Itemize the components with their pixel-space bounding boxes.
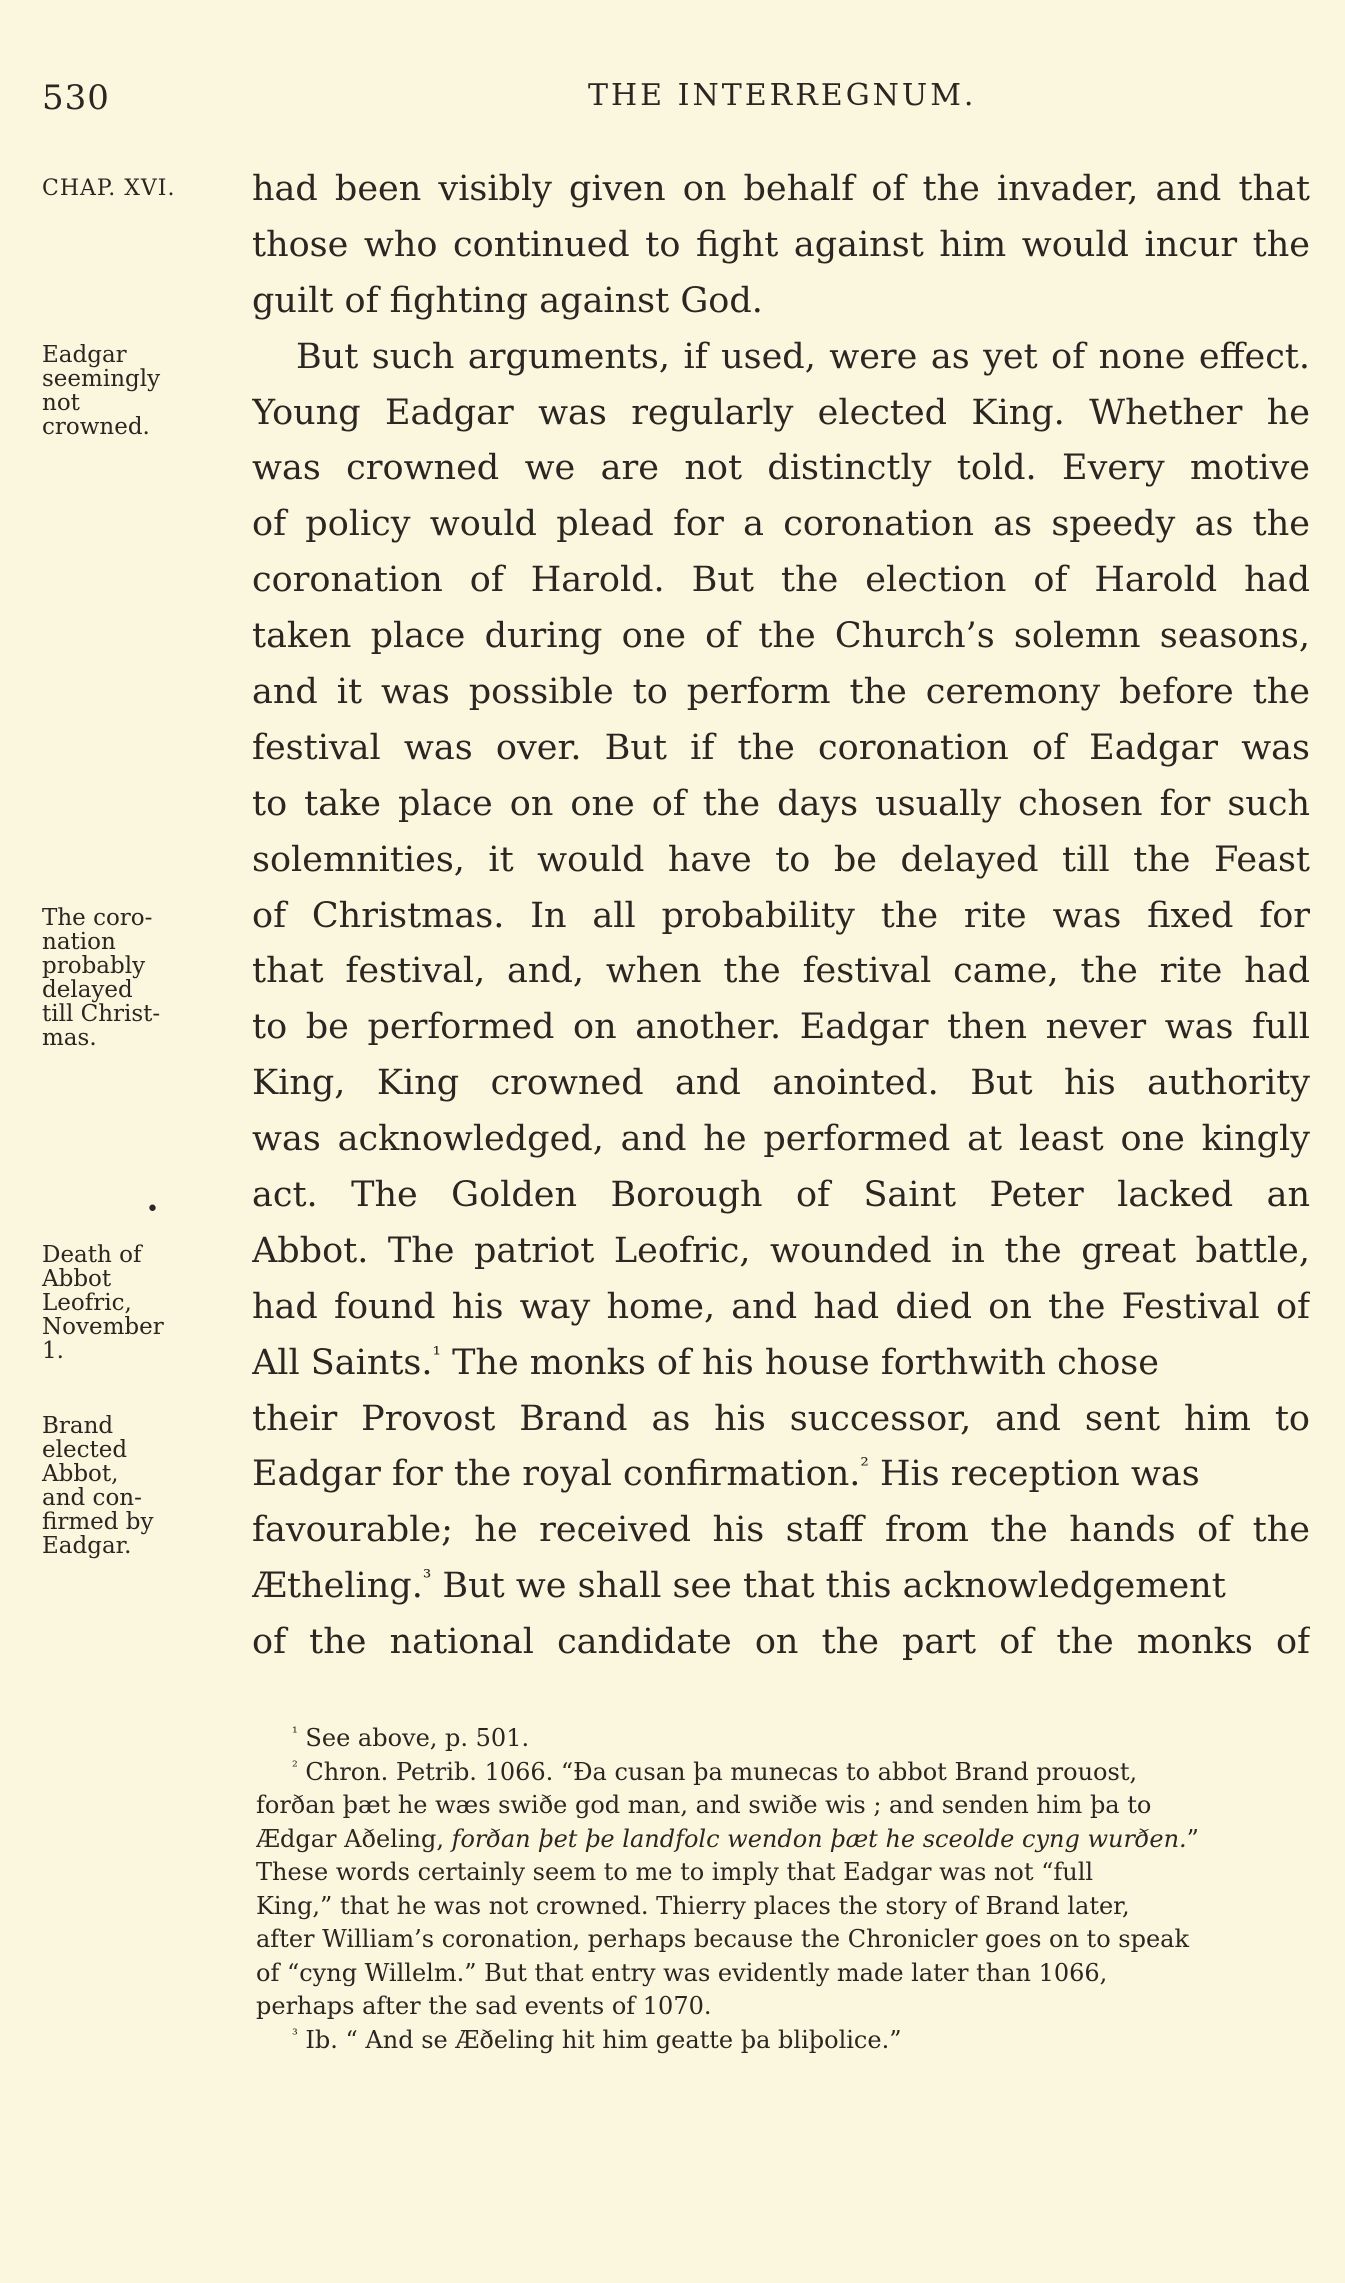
- page-number: 530: [42, 78, 110, 118]
- footnote-line: of “cyng Willelm.” But that entry was evidently made later than 1066,: [256, 1958, 1108, 1987]
- marginal-line: Leofric,: [42, 1290, 132, 1316]
- footnote-quote-italic: forðan þet þe landfolc wendon þæt he sceolde cyng wurðen.: [451, 1824, 1187, 1853]
- body-line: was crowned we are not distinctly told. Every motive: [252, 448, 1310, 489]
- footnote-line: King,” that he was not crowned. Thierry places the story of Brand later,: [256, 1891, 1130, 1920]
- body-line: solemnities, it would have to be delayed till the Feast: [252, 839, 1310, 880]
- marginal-line: firmed by: [42, 1509, 154, 1535]
- marginal-line: nation: [42, 929, 116, 955]
- body-line: those who continued to fight against him would incur the: [252, 224, 1310, 265]
- footnote-line: [256, 1823, 1316, 1857]
- body-line: had found his way home, and had died on the Festival of: [252, 1286, 1310, 1327]
- footnote-text: ”: [1186, 1824, 1199, 1853]
- footnote-ref-1: ¹: [432, 1342, 441, 1367]
- marginal-note: [42, 343, 227, 439]
- marginal-line: Abbot,: [42, 1461, 119, 1487]
- body-line: Young Eadgar was regularly elected King. Whether he: [252, 392, 1310, 433]
- body-line: guilt of fighting against God.: [252, 280, 763, 321]
- body-line: of policy would plead for a coronation as speedy as the: [252, 504, 1310, 545]
- footnote-3: [256, 2024, 1316, 2058]
- margin-mark: •: [146, 1197, 159, 1222]
- marginal-line: Brand: [42, 1413, 114, 1439]
- page-header: [0, 70, 1345, 130]
- footnote-text: Chron. Petrib. 1066. “Ða cusan þa munecas to abbot Brand prouost,: [305, 1757, 1138, 1786]
- body-text-run: The monks of his house forthwith chose: [440, 1342, 1159, 1383]
- body-line: coronation of Harold. But the election of Harold had: [252, 560, 1310, 601]
- footnote-mark: ²: [292, 1758, 298, 1775]
- marginal-line: elected: [42, 1437, 128, 1463]
- marginal-line: not: [42, 390, 80, 416]
- marginal-line: Abbot: [42, 1266, 112, 1292]
- marginal-note: [42, 906, 227, 1050]
- marginal-line: crowned.: [42, 414, 150, 440]
- body-line: favourable; he received his staff from the hands of the: [252, 1510, 1310, 1551]
- footnote-mark: ³: [292, 2026, 298, 2043]
- marginal-line: till Christ-: [42, 1001, 161, 1027]
- marginal-note: [42, 1243, 227, 1363]
- body-text-run: But we shall see that this acknowledgement: [431, 1566, 1226, 1607]
- body-line: had been visibly given on behalf of the invader, and that: [252, 169, 1310, 209]
- marginal-line: seemingly: [42, 366, 161, 392]
- marginal-note: [42, 1414, 227, 1558]
- footnote-text: See above, p. 501.: [305, 1724, 530, 1752]
- marginal-line: and con-: [42, 1485, 142, 1511]
- body-line: [252, 1336, 1310, 1392]
- footnote-line: after William’s coronation, perhaps because the Chronicler goes on to speak: [256, 1925, 1190, 1953]
- body-line: to be performed on another. Eadgar then never was full: [252, 1007, 1310, 1048]
- body-line: to take place on one of the days usually chosen for such: [252, 783, 1310, 824]
- footnote-2: [256, 1756, 1316, 1790]
- footnote-1: [256, 1722, 1316, 1756]
- body-line: [252, 1447, 1310, 1503]
- body-text-run: Ætheling.: [252, 1566, 423, 1607]
- footnote-line: These words certainly seem to me to imply that Eadgar was not “full: [256, 1858, 1094, 1886]
- marginal-line: Eadgar: [42, 342, 127, 368]
- body-text-run: All Saints.: [252, 1342, 433, 1383]
- marginal-line: 1.: [42, 1338, 64, 1364]
- marginal-line: The coro-: [42, 905, 153, 931]
- marginal-line: mas.: [42, 1025, 97, 1051]
- footnote-ref-3: ³: [422, 1565, 432, 1590]
- running-title: THE INTERREGNUM.: [588, 78, 977, 113]
- body-text-run: Eadgar for the royal confirmation.: [252, 1454, 861, 1495]
- body-line: and it was possible to perform the ceremony before the: [252, 672, 1310, 713]
- body-line: King, King crowned and anointed. But his authority: [252, 1063, 1310, 1104]
- chapter-label: CHAP. XVI.: [42, 176, 176, 201]
- footnote-line: perhaps after the sad events of 1070.: [256, 1992, 712, 2020]
- body-line: of the national candidate on the part of the monks of: [252, 1622, 1310, 1663]
- body-line: that festival, and, when the festival came, the rite had: [252, 951, 1310, 992]
- body-line: [252, 1559, 1310, 1615]
- body-line: act. The Golden Borough of Saint Peter lacked an: [252, 1175, 1310, 1216]
- footnote-line: forðan þæt he wæs swiðe god man, and swiðe wis ; and senden him þa to: [256, 1791, 1152, 1819]
- footnote-rule: [252, 1650, 1310, 1651]
- footnote-text: Ib. “ And se Æðeling hit him geatte þa bliþolice.”: [305, 2025, 902, 2054]
- marginal-line: Eadgar.: [42, 1533, 132, 1559]
- footnotes: [256, 1722, 1316, 2057]
- footnote-ref-2: ²: [860, 1453, 869, 1478]
- body-line: festival was over. But if the coronation of Eadgar was: [252, 727, 1310, 768]
- footnote-text: Ædgar Aðeling,: [256, 1824, 452, 1853]
- body-text-run: His reception was: [868, 1454, 1200, 1495]
- marginal-line: November: [42, 1314, 164, 1340]
- marginal-line: delayed: [42, 977, 133, 1003]
- body-line: was acknowledged, and he performed at least one kingly: [252, 1119, 1310, 1160]
- marginal-line: Death of: [42, 1242, 142, 1268]
- body-line: Abbot. The patriot Leofric, wounded in the great battle,: [252, 1230, 1310, 1271]
- marginal-line: probably: [42, 953, 146, 979]
- body-line: of Christmas. In all probability the rite was fixed for: [252, 895, 1310, 936]
- body-line: taken place during one of the Church’s solemn seasons,: [252, 616, 1310, 657]
- body-line: But such arguments, if used, were as yet of none effect.: [296, 336, 1310, 377]
- body-text: [252, 162, 1310, 1671]
- footnote-mark: ¹: [292, 1725, 298, 1741]
- body-line: their Provost Brand as his successor, and sent him to: [252, 1398, 1310, 1439]
